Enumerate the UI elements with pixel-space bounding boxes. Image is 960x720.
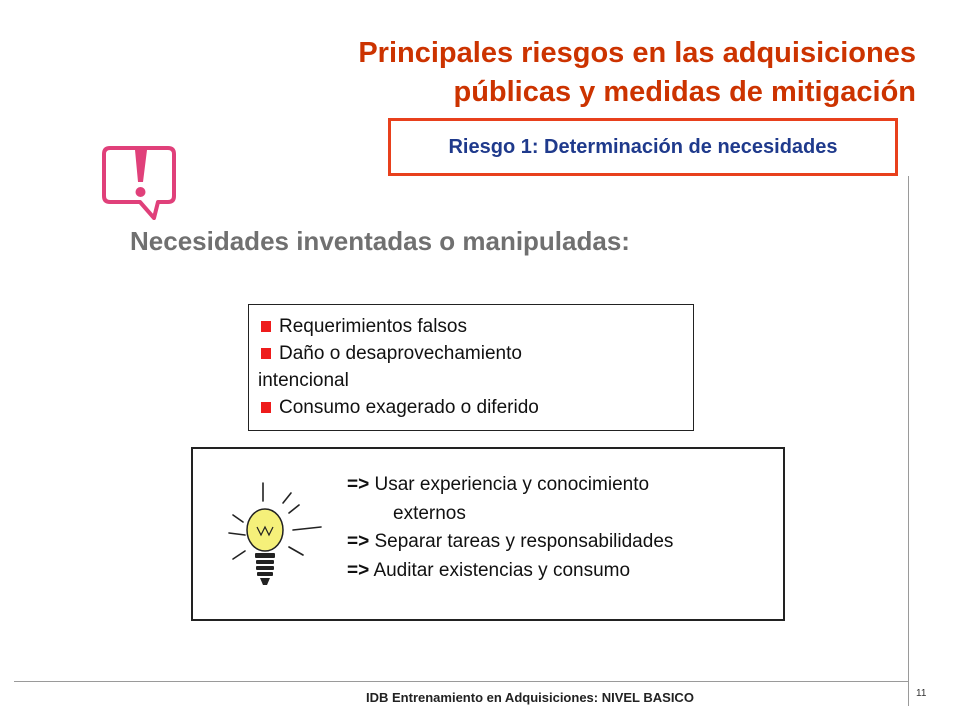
title-line-2: públicas y medidas de mitigación (453, 76, 916, 108)
risk-item-text: Requerimientos falsos (279, 316, 467, 337)
risk-item-text: Consumo exagerado o diferido (279, 397, 539, 418)
risk-item (258, 340, 685, 367)
risk-item-continuation: intencional (258, 370, 349, 391)
bullet-icon (261, 348, 271, 359)
mitigation-text: Usar experiencia y conocimiento (374, 474, 650, 495)
exclamation-icon (100, 142, 182, 224)
risk-label-box (388, 118, 898, 176)
risk-item (258, 394, 685, 421)
lightbulb-icon (223, 475, 333, 605)
mitigation-text: Separar tareas y responsabilidades (374, 531, 674, 552)
bullet-icon (261, 321, 271, 332)
vertical-divider (908, 176, 909, 706)
risk-item (258, 313, 685, 340)
mitigation-text: Auditar existencias y consumo (373, 559, 631, 581)
risk-item-text: Daño o desaprovechamiento (279, 343, 522, 364)
mitigation-item (347, 557, 673, 586)
slide-title (216, 34, 916, 112)
arrow-marker: => (347, 474, 370, 495)
title-line-1: Principales riesgos en las adquisiciones (358, 37, 916, 69)
arrow-marker: => (347, 531, 370, 552)
bullet-icon (261, 402, 271, 413)
mitigation-box (191, 447, 785, 621)
mitigation-item (347, 471, 673, 500)
risks-box (248, 304, 694, 431)
mitigation-continuation: externos (393, 502, 466, 524)
mitigation-item (347, 528, 673, 557)
arrow-marker: => (347, 559, 370, 581)
mitigation-list (347, 471, 673, 585)
page-number: 11 (916, 688, 927, 699)
risk-label: Riesgo 1: Determinación de necesidades (448, 135, 838, 158)
section-heading: Necesidades inventadas o manipuladas: (130, 226, 630, 256)
footer-text: IDB Entrenamiento en Adquisiciones: NIVEL BASICO (366, 690, 694, 705)
footer-divider (14, 681, 909, 682)
